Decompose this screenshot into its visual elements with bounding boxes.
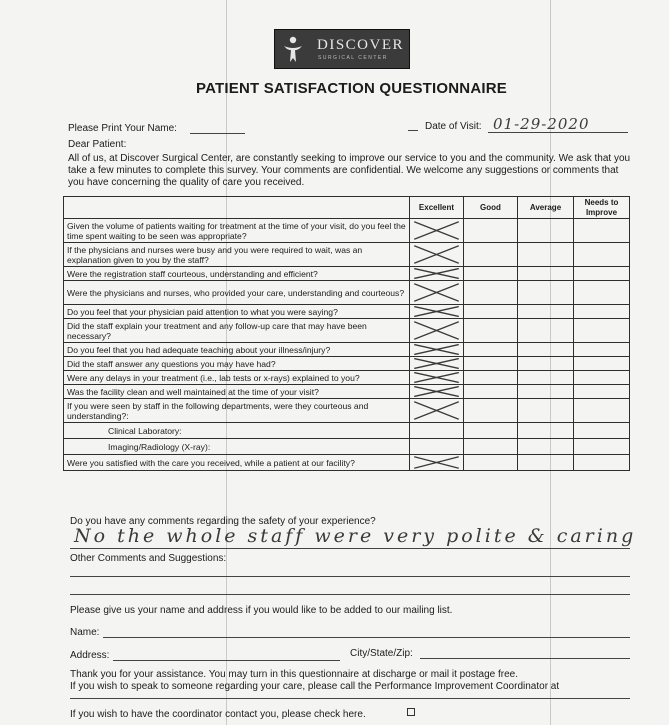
survey-question: If the physicians and nurses were busy and you were required to wait, was an explanation given to you by the staff? xyxy=(64,243,410,267)
survey-question: Did the staff answer any questions you may have had? xyxy=(64,357,410,371)
rating-cell-excellent[interactable] xyxy=(410,439,464,455)
rating-check-mark xyxy=(410,455,463,470)
date-field xyxy=(488,132,628,133)
survey-table xyxy=(63,196,630,471)
rating-cell-good[interactable] xyxy=(464,243,518,267)
intro-paragraph: All of us, at Discover Surgical Center, are constantly seeking to improve our service to you and the community. We ask that you take a few minutes to complete this survey. Your comments are confidential. We welcome any suggestions or comments that you have concerning the quality of care you received. xyxy=(68,153,631,188)
survey-row xyxy=(64,343,630,357)
rating-cell-average[interactable] xyxy=(518,281,574,305)
rating-cell-excellent[interactable] xyxy=(410,343,464,357)
survey-row xyxy=(64,219,630,243)
rating-cell-good[interactable] xyxy=(464,267,518,281)
survey-question: Were any delays in your treatment (i.e., lab tests or x-rays) explained to you? xyxy=(64,371,410,385)
survey-question: Did the staff explain your treatment and any follow-up care that may have been necessary? xyxy=(64,319,410,343)
rating-cell-good[interactable] xyxy=(464,455,518,471)
rating-cell-needs-to-improve[interactable] xyxy=(574,281,630,305)
survey-row xyxy=(64,357,630,371)
column-header: Good xyxy=(464,197,518,219)
rating-cell-excellent[interactable] xyxy=(410,455,464,471)
mailing-prompt: Please give us your name and address if you would like to be added to our mailing list. xyxy=(70,605,453,616)
rating-cell-average[interactable] xyxy=(518,423,574,439)
survey-question: Were the physicians and nurses, who provided your care, understanding and courteous? xyxy=(64,281,410,305)
rating-cell-needs-to-improve[interactable] xyxy=(574,267,630,281)
mailing-address-label: Address: xyxy=(70,650,110,661)
rating-cell-average[interactable] xyxy=(518,305,574,319)
rating-cell-good[interactable] xyxy=(464,399,518,423)
rating-check-mark xyxy=(410,281,463,304)
rating-check-mark xyxy=(410,371,463,384)
name-field[interactable] xyxy=(190,133,245,134)
survey-question: Were the registration staff courteous, understanding and efficient? xyxy=(64,267,410,281)
page-title: PATIENT SATISFACTION QUESTIONNAIRE xyxy=(196,80,507,97)
rating-cell-needs-to-improve[interactable] xyxy=(574,319,630,343)
rating-cell-good[interactable] xyxy=(464,281,518,305)
logo-name: DISCOVER xyxy=(317,37,405,53)
column-header: Excellent xyxy=(410,197,464,219)
rating-cell-excellent[interactable] xyxy=(410,371,464,385)
rating-check-mark xyxy=(410,219,463,242)
coordinator-phone-line xyxy=(70,698,630,699)
rating-cell-good[interactable] xyxy=(464,357,518,371)
rating-check-mark xyxy=(410,343,463,356)
survey-question: Do you feel that you had adequate teaching about your illness/injury? xyxy=(64,343,410,357)
rating-cell-needs-to-improve[interactable] xyxy=(574,305,630,319)
rating-check-mark xyxy=(410,305,463,318)
rating-cell-good[interactable] xyxy=(464,439,518,455)
rating-cell-good[interactable] xyxy=(464,371,518,385)
name-label: Please Print Your Name: xyxy=(68,123,177,134)
rating-cell-average[interactable] xyxy=(518,385,574,399)
rating-cell-good[interactable] xyxy=(464,305,518,319)
survey-question: Was the facility clean and well maintained at the time of your visit? xyxy=(64,385,410,399)
mailing-name-field[interactable] xyxy=(103,637,630,638)
rating-cell-excellent[interactable] xyxy=(410,219,464,243)
rating-cell-average[interactable] xyxy=(518,439,574,455)
column-header: Needs to Improve xyxy=(574,197,630,219)
mailing-address-field[interactable] xyxy=(113,660,340,661)
survey-row xyxy=(64,281,630,305)
person-logo-icon xyxy=(281,34,305,64)
rating-cell-good[interactable] xyxy=(464,219,518,243)
rating-cell-excellent[interactable] xyxy=(410,423,464,439)
survey-question: Do you feel that your physician paid attention to what you were saying? xyxy=(64,305,410,319)
rating-cell-excellent[interactable] xyxy=(410,399,464,423)
mailing-city-field[interactable] xyxy=(420,658,630,659)
survey-question: Imaging/Radiology (X-ray): xyxy=(64,439,410,455)
date-label: Date of Visit: xyxy=(425,121,482,132)
rating-check-mark xyxy=(410,267,463,280)
safety-question: Do you have any comments regarding the safety of your experience? xyxy=(70,516,376,527)
safety-answer[interactable]: No the whole staff were very polite & caring xyxy=(74,525,637,547)
mailing-city-label: City/State/Zip: xyxy=(350,648,413,659)
rating-cell-excellent[interactable] xyxy=(410,385,464,399)
survey-row xyxy=(64,399,630,423)
rating-cell-excellent[interactable] xyxy=(410,267,464,281)
rating-cell-excellent[interactable] xyxy=(410,281,464,305)
rating-cell-average[interactable] xyxy=(518,371,574,385)
other-comments-label: Other Comments and Suggestions: xyxy=(70,553,227,564)
date-field-lead xyxy=(408,130,418,131)
survey-question: If you were seen by staff in the following departments, were they courteous and understanding?: xyxy=(64,399,410,423)
safety-answer-line xyxy=(70,548,630,549)
discover-logo xyxy=(274,29,410,69)
rating-cell-needs-to-improve[interactable] xyxy=(574,371,630,385)
rating-cell-good[interactable] xyxy=(464,319,518,343)
survey-row xyxy=(64,371,630,385)
rating-cell-excellent[interactable] xyxy=(410,243,464,267)
survey-header-row xyxy=(64,197,630,219)
survey-question: Given the volume of patients waiting for treatment at the time of your visit, do you feel the time spent waiting to be seen was appropriate? xyxy=(64,219,410,243)
survey-row xyxy=(64,305,630,319)
survey-question: Were you satisfied with the care you received, while a patient at our facility? xyxy=(64,455,410,471)
rating-cell-needs-to-improve[interactable] xyxy=(574,399,630,423)
contact-text: If you wish to speak to someone regarding your care, please call the Performance Improvement Coordinator at xyxy=(70,681,560,692)
contact-checkbox[interactable] xyxy=(407,708,415,716)
rating-cell-average[interactable] xyxy=(518,267,574,281)
survey-row xyxy=(64,455,630,471)
survey-row xyxy=(64,243,630,267)
rating-cell-excellent[interactable] xyxy=(410,319,464,343)
survey-row xyxy=(64,385,630,399)
rating-cell-needs-to-improve[interactable] xyxy=(574,455,630,471)
rating-cell-needs-to-improve[interactable] xyxy=(574,357,630,371)
survey-row xyxy=(64,423,630,439)
rating-cell-average[interactable] xyxy=(518,399,574,423)
rating-check-mark xyxy=(410,399,463,422)
rating-cell-average[interactable] xyxy=(518,343,574,357)
survey-row xyxy=(64,267,630,281)
rating-cell-average[interactable] xyxy=(518,243,574,267)
rating-cell-needs-to-improve[interactable] xyxy=(574,385,630,399)
rating-cell-needs-to-improve[interactable] xyxy=(574,423,630,439)
survey-question: Clinical Laboratory: xyxy=(64,423,410,439)
checkbox-label: If you wish to have the coordinator contact you, please check here. xyxy=(70,709,366,720)
mailing-name-label: Name: xyxy=(70,627,100,638)
rating-cell-good[interactable] xyxy=(464,385,518,399)
rating-check-mark xyxy=(410,243,463,266)
survey-row xyxy=(64,319,630,343)
rating-cell-good[interactable] xyxy=(464,423,518,439)
rating-check-mark xyxy=(410,357,463,370)
rating-cell-excellent[interactable] xyxy=(410,357,464,371)
rating-cell-needs-to-improve[interactable] xyxy=(574,219,630,243)
date-value[interactable]: 01-29-2020 xyxy=(493,115,590,133)
column-header: Average xyxy=(518,197,574,219)
rating-cell-average[interactable] xyxy=(518,357,574,371)
thanks-text: Thank you for your assistance. You may turn in this questionnaire at discharge or mail it postage free. xyxy=(70,669,519,680)
rating-cell-average[interactable] xyxy=(518,319,574,343)
rating-cell-needs-to-improve[interactable] xyxy=(574,439,630,455)
rating-cell-needs-to-improve[interactable] xyxy=(574,343,630,357)
rating-cell-average[interactable] xyxy=(518,219,574,243)
greeting: Dear Patient: xyxy=(68,139,127,150)
other-comments-line[interactable] xyxy=(70,576,630,577)
logo-subtitle: SURGICAL CENTER xyxy=(318,55,388,61)
rating-cell-needs-to-improve[interactable] xyxy=(574,243,630,267)
survey-row xyxy=(64,439,630,455)
rating-cell-average[interactable] xyxy=(518,455,574,471)
rating-cell-good[interactable] xyxy=(464,343,518,357)
rating-check-mark xyxy=(410,385,463,398)
rating-cell-excellent[interactable] xyxy=(410,305,464,319)
rating-check-mark xyxy=(410,319,463,342)
other-comments-line[interactable] xyxy=(70,594,630,595)
question-header xyxy=(64,197,410,219)
